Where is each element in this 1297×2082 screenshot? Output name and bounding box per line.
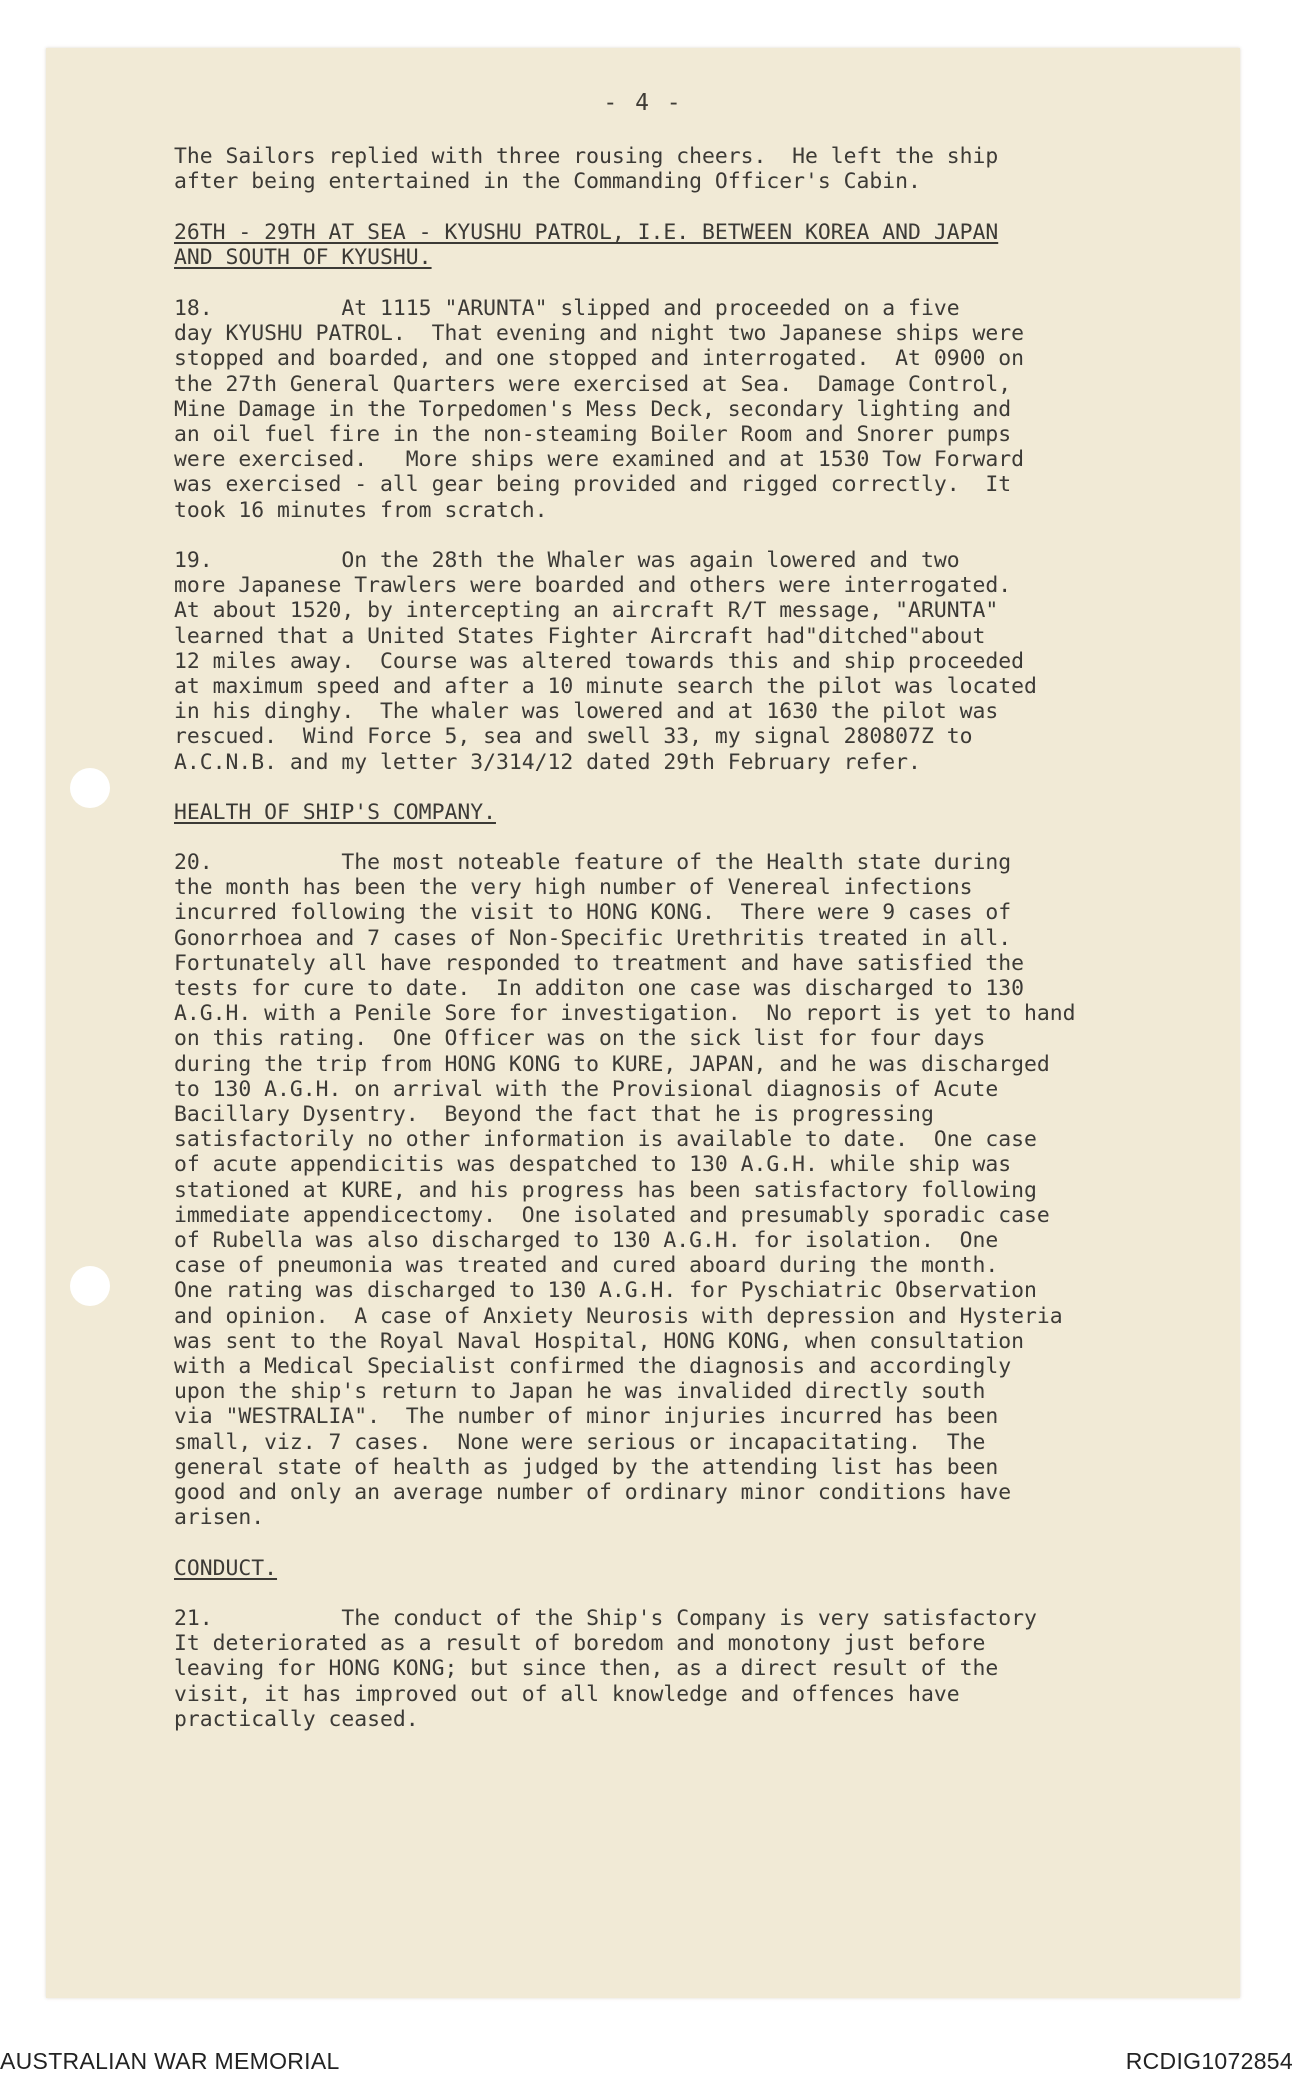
paragraph-20: 20. The most noteable feature of the Health state during the month has been the very high number of Venereal infections incurred following the visit to HONG KONG. There were 9 cases of Gonorrhoea and 7 cases of Non-Specific Urethritis treated in all. Fortunately all have responded to treatment and have satisfied the tests for cure to date. In additon one case was discharged to 130 A.G.H. with a Penile Sore for investigation. No report is yet to hand on this rating. One Officer was on the sick list for four days during the trip from HONG KONG to KURE, JAPAN, and he was discharged to 130 A.G.H. on arrival with the Provisional diagnosis of Acute Bacillary Dysentry. Beyond the fact that he is progressing satisfactorily no other information is available to date. One case of acute appendicitis was despatched to 130 A.G.H. while ship was stationed at KURE, and his progress has been satisfactory following immediate appendicectomy. One isolated and presumably sporadic case of Rubella was also discharged to 130 A.G.H. for isolation. One case of pneumonia was treated and cured aboard during the month. One rating was discharged to 130 A.G.H. for Pyschiatric Observation and opinion. A case of Anxiety Neurosis with depression and Hysteria was sent to the Royal Naval Hospital, HONG KONG, when consultation with a Medical Specialist confirmed the diagnosis and accordingly upon the ship's return to Japan he was invalided directly south via "WESTRALIA". The number of minor injuries incurred has been small, viz. 7 cases. None were serious or incapacitating. The general state of health as judged by the attending list has been good and only an average number of ordinary minor conditions have arisen. [174,850,1076,1531]
section-heading-health: HEALTH OF SHIP'S COMPANY. [174,800,496,825]
punch-hole-top [70,768,110,808]
paragraph-21: 21. The conduct of the Ship's Company is very satisfactory It deteriorated as a result of boredom and monotony just before leaving for HONG KONG; but since then, as a direct result of the visit, it has improved out of all knowledge and offences have practically ceased. [174,1606,1037,1732]
paragraph-19: 19. On the 28th the Whaler was again lowered and two more Japanese Trawlers were boarded and others were interrogated. At about 1520, by intercepting an aircraft R/T message, "ARUNTA" learned that a United States Fighter Aircraft had"ditched"about 12 miles away. Course was altered towards this and ship proceeded at maximum speed and after a 10 minute search the pilot was located in his dinghy. The whaler was lowered and at 1630 the pilot was rescued. Wind Force 5, sea and swell 33, my signal 280807Z to A.C.N.B. and my letter 3/314/12 dated 29th February refer. [174,548,1037,775]
footer-record-id: RCDIG1072854 [1125,2048,1293,2074]
page-number: - 4 - [603,90,683,116]
footer-archive-name: AUSTRALIAN WAR MEMORIAL [0,2048,340,2074]
intro-paragraph: The Sailors replied with three rousing cheers. He left the ship after being entertained in the Commanding Officer's Cabin. [174,144,999,195]
paragraph-18: 18. At 1115 "ARUNTA" slipped and proceeded on a five day KYUSHU PATROL. That evening and night two Japanese ships were stopped and boarded, and one stopped and interrogated. At 0900 on the 27th General Quarters were exercised at Sea. Damage Control, Mine Damage in the Torpedomen's Mess Deck, secondary lighting and an oil fuel fire in the non-steaming Boiler Room and Snorer pumps were exercised. More ships were examined and at 1530 Tow Forward was exercised - all gear being provided and rigged correctly. It took 16 minutes from scratch. [174,296,1024,523]
section-heading-kyushu-patrol: 26TH - 29TH AT SEA - KYUSHU PATROL, I.E. BETWEEN KOREA AND JAPAN AND SOUTH OF KYUSHU. [174,220,999,271]
section-heading-conduct: CONDUCT. [174,1556,278,1581]
punch-hole-bottom [70,1266,110,1306]
document-page [46,48,1240,1998]
